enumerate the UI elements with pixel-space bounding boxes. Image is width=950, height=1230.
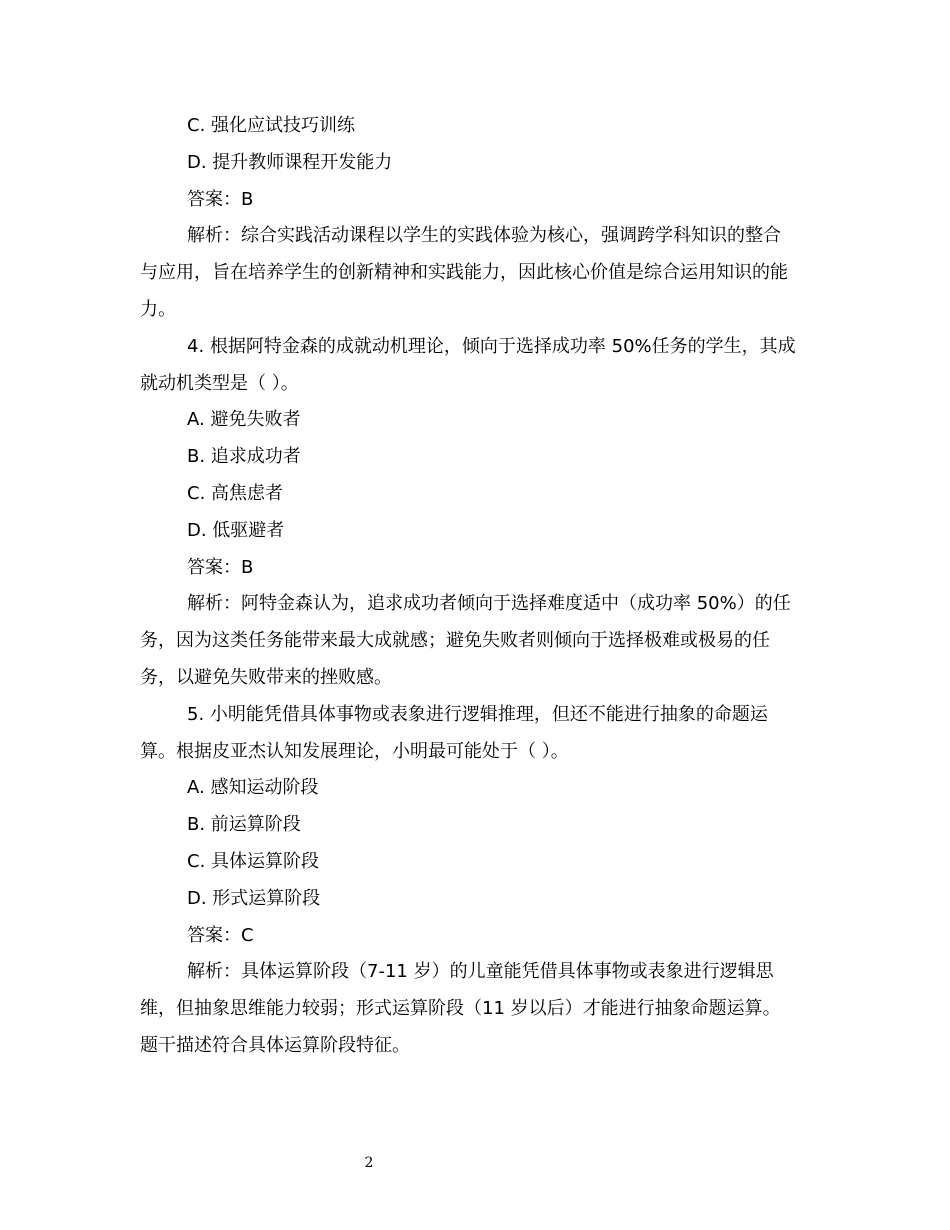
question-4-line-2: 就动机类型是（ ）。 bbox=[140, 372, 299, 394]
option-5a: A. 感知运动阶段 bbox=[187, 777, 319, 799]
question-4-line-1: 4. 根据阿特金森的成就动机理论，倾向于选择成功率 50%任务的学生，其成 bbox=[187, 335, 796, 357]
explanation-4-line-3: 务，以避免失败带来的挫败感。 bbox=[140, 666, 392, 688]
answer-4: 答案：B bbox=[187, 556, 254, 578]
question-5-line-1: 5. 小明能凭借具体事物或表象进行逻辑推理，但还不能进行抽象的命题运 bbox=[187, 703, 768, 725]
explanation-3-line-1: 解析：综合实践活动课程以学生的实践体验为核心，强调跨学科知识的整合 bbox=[187, 225, 781, 247]
document-body bbox=[140, 108, 812, 1065]
option-4d: D. 低驱避者 bbox=[187, 519, 285, 541]
explanation-4-line-2: 务，因为这类任务能带来最大成就感；避免失败者则倾向于选择极难或极易的任 bbox=[140, 630, 770, 652]
explanation-5-line-1: 解析：具体运算阶段（7-11 岁）的儿童能凭借具体事物或表象进行逻辑思 bbox=[187, 961, 774, 983]
answer-3: 答案：B bbox=[187, 188, 254, 210]
option-5d: D. 形式运算阶段 bbox=[187, 887, 321, 909]
option-4b: B. 追求成功者 bbox=[187, 446, 301, 468]
answer-5: 答案：C bbox=[187, 924, 254, 946]
explanation-5-line-3: 题干描述符合具体运算阶段特征。 bbox=[140, 1034, 410, 1056]
option-3d: D. 提升教师课程开发能力 bbox=[187, 151, 393, 173]
explanation-5-line-2: 维，但抽象思维能力较弱；形式运算阶段（11 岁以后）才能进行抽象命题运算。 bbox=[140, 998, 781, 1020]
explanation-3-line-2: 与应用，旨在培养学生的创新精神和实践能力，因此核心价值是综合运用知识的能 bbox=[140, 262, 788, 284]
option-4a: A. 避免失败者 bbox=[187, 409, 301, 431]
option-5b: B. 前运算阶段 bbox=[187, 814, 301, 836]
option-3c: C. 强化应试技巧训练 bbox=[187, 115, 356, 136]
explanation-3-line-3: 力。 bbox=[140, 298, 176, 320]
option-4c: C. 高焦虑者 bbox=[187, 482, 284, 504]
explanation-4-line-1: 解析：阿特金森认为，追求成功者倾向于选择难度适中（成功率 50%）的任 bbox=[187, 593, 791, 615]
option-5c: C. 具体运算阶段 bbox=[187, 850, 320, 872]
question-5-line-2: 算。根据皮亚杰认知发展理论，小明最可能处于（ ）。 bbox=[140, 740, 569, 762]
page-number: 2 bbox=[364, 1155, 374, 1171]
